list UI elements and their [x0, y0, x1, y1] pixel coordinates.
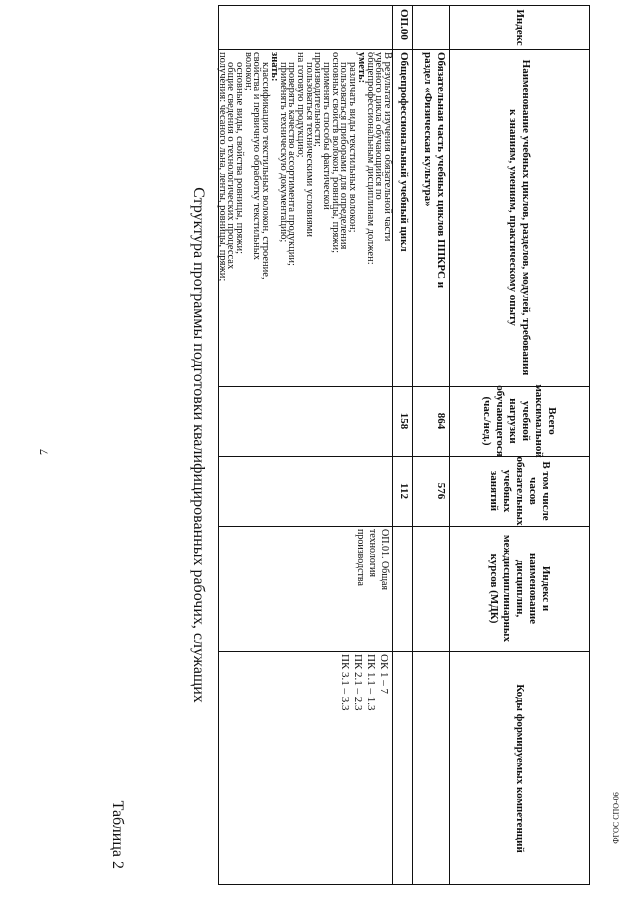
row3-requirements: В результате изучения обязательной части учебного цикла обучающийся по общепрофессиональным дисциплинам должен: уметь: различать виды текстильных волокон; пользоваться приборами для определения основных свойств волокон, ровницы, пряжи; применять способы фактической производительности; пользоваться техническими условиями на готовую продукцию; проверять качество ассортимента продукции; применять техническую документацию; знать: классификацию текстильных волокон, строение, свойства и первичную обработку текстильных волокон; основные виды, свойства ровницы, пряжи; общие сведения о технологических процессах получения: чесаного льна, ленты, ровницы, пряжи;: [216, 52, 393, 282]
table-caption: Структура программы подготовки квалифицированных рабочих, служащих: [190, 187, 207, 703]
header-mandatory: В том числе часов обязательных учебных занятий: [488, 456, 552, 526]
structure-table: [218, 5, 590, 885]
row1-name: Обязательная часть учебных циклов ППКРС и раздел «Физическая культура»: [422, 52, 447, 289]
row2-index: ОП.00: [398, 9, 410, 40]
page-number: 7: [36, 449, 51, 455]
header-name: Наименование учебных циклов, разделов, модулей, требования к знаниям, умениям, практическому опыту: [507, 59, 533, 376]
table-number-label: Таблица 2: [109, 800, 126, 869]
rotated-sheet: [80, 5, 590, 885]
header-index: Индекс: [514, 9, 526, 46]
header-competencies: Коды формируемых компетенций: [514, 684, 526, 853]
row1-total: 864: [435, 412, 447, 430]
footer-code: ФГОС СПО-06: [611, 792, 621, 844]
row2-total: 158: [398, 412, 410, 430]
row3-competencies: ОК 1 – 7 ПК 1.1 – 1.3 ПК 2.1 – 2.3 ПК 3.1 – 3.3: [339, 654, 390, 711]
row1-mandatory: 576: [435, 482, 447, 500]
row3-discipline: ОП.01. Общая технология производства: [355, 529, 390, 590]
row2-name: Общепрофессиональный учебный цикл: [398, 52, 410, 252]
header-total: Всего максимальной учебной нагрузки обучающегося (час./нед.): [481, 384, 559, 458]
row2-mandatory: 112: [398, 483, 410, 499]
header-discipline: Индекс и наименование дисциплин, междисциплинарных курсов (МДК): [488, 534, 552, 643]
